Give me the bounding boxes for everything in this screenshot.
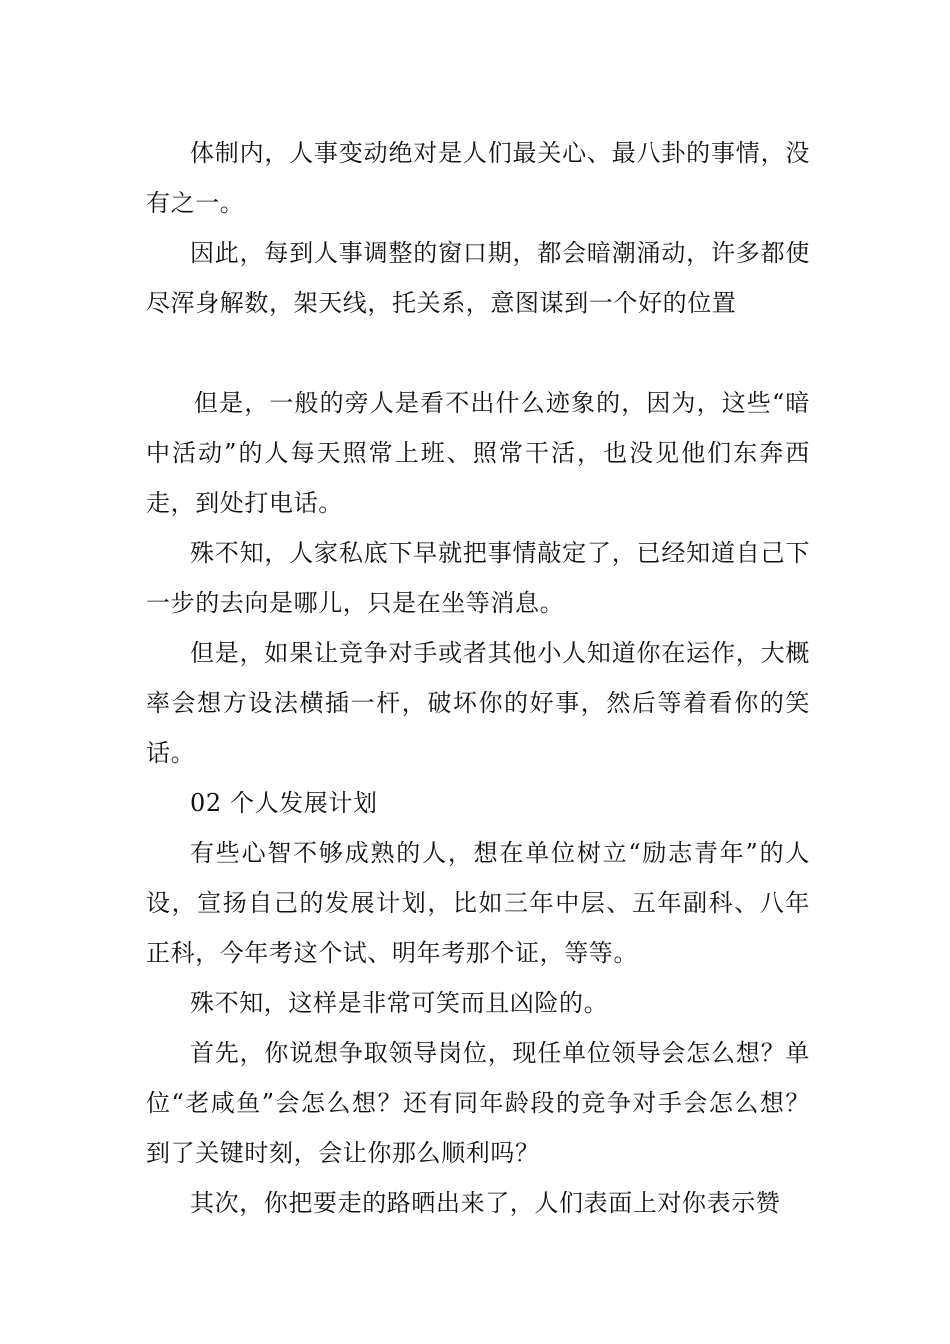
document-body bbox=[146, 128, 810, 1228]
section-heading: 02 个人发展计划 bbox=[190, 789, 378, 817]
paragraph: 有些心智不够成熟的人，想在单位树立“励志青年”的人设，宣扬自己的发展计划，比如三年中层、五年副科、八年正科，今年考这个试、明年考那个证，等等。 bbox=[146, 839, 810, 967]
paragraph: 首先，你说想争取领导岗位，现任单位领导会怎么想？单位“老咸鱼”会怎么想？还有同年龄段的竞争对手会怎么想？到了关键时刻，会让你那么顺利吗？ bbox=[146, 1039, 810, 1167]
paragraph: 体制内，人事变动绝对是人们最关心、最八卦的事情，没有之一。 bbox=[146, 139, 810, 217]
blank-line bbox=[146, 328, 810, 378]
paragraph: 殊不知，这样是非常可笑而且凶险的。 bbox=[190, 989, 609, 1017]
paragraph: 殊不知，人家私底下早就把事情敲定了，已经知道自己下一步的去向是哪儿，只是在坐等消息。 bbox=[146, 539, 810, 617]
paragraph: 因此，每到人事调整的窗口期，都会暗潮涌动，许多都使尽浑身解数，架天线，托关系，意图谋到一个好的位置 bbox=[146, 239, 810, 317]
paragraph: 其次，你把要走的路晒出来了，人们表面上对你表示赞 bbox=[190, 1189, 781, 1217]
paragraph: 但是，一般的旁人是看不出什么迹象的，因为，这些“暗中活动”的人每天照常上班、照常干活，也没见他们东奔西走，到处打电话。 bbox=[146, 389, 810, 517]
paragraph: 但是，如果让竞争对手或者其他小人知道你在运作，大概率会想方设法横插一杆，破坏你的好事，然后等着看你的笑话。 bbox=[146, 639, 810, 767]
